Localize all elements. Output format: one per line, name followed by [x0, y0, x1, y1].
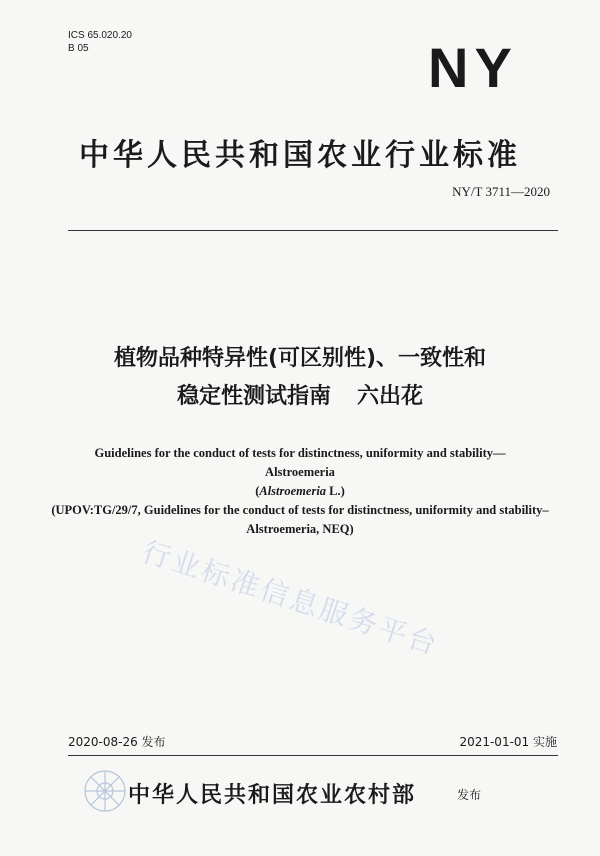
implementation-date: 2021-01-01 实施 — [459, 735, 557, 749]
english-title-line1: Guidelines for the conduct of tests for distinctness, uniformity and stability— — [94, 446, 506, 460]
english-title-line2: Alstroemeria — [265, 465, 335, 479]
issue-date: 2020-08-26 发布 — [68, 735, 166, 749]
english-title — [30, 444, 570, 539]
chinese-title-plant-name: 六出花 — [357, 384, 424, 409]
scientific-name-italic: Alstroemeria — [259, 484, 327, 498]
ics-code: ICS 65.020.20 — [68, 30, 132, 41]
chinese-title-line2 — [0, 378, 600, 416]
upov-reference: (UPOV:TG/29/7, Guidelines for the conduct of tests for distinctness, uniformity and stability–Alstroemeria, NEQ) — [51, 503, 549, 536]
top-divider — [68, 230, 558, 231]
ny-logo: NY — [428, 36, 518, 99]
standard-category: 中华人民共和国农业行业标准 — [79, 138, 521, 173]
ministry-seal-icon — [82, 768, 128, 814]
chinese-title — [0, 340, 600, 416]
bottom-divider — [68, 755, 558, 756]
publisher-name: 中华人民共和国农业农村部 — [128, 783, 417, 808]
scientific-name: (Alstroemeria L.) — [255, 484, 345, 498]
chinese-title-line2-main: 稳定性测试指南 — [176, 384, 331, 409]
standard-number: NY/T 3711—2020 — [452, 184, 550, 199]
publish-label: 发布 — [457, 788, 482, 802]
ccs-code: B 05 — [68, 43, 89, 54]
chinese-title-line1: 植物品种特异性(可区别性)、一致性和 — [113, 346, 487, 371]
watermark: 行业标准信息服务平台 — [138, 534, 444, 662]
classification-codes — [68, 29, 132, 55]
